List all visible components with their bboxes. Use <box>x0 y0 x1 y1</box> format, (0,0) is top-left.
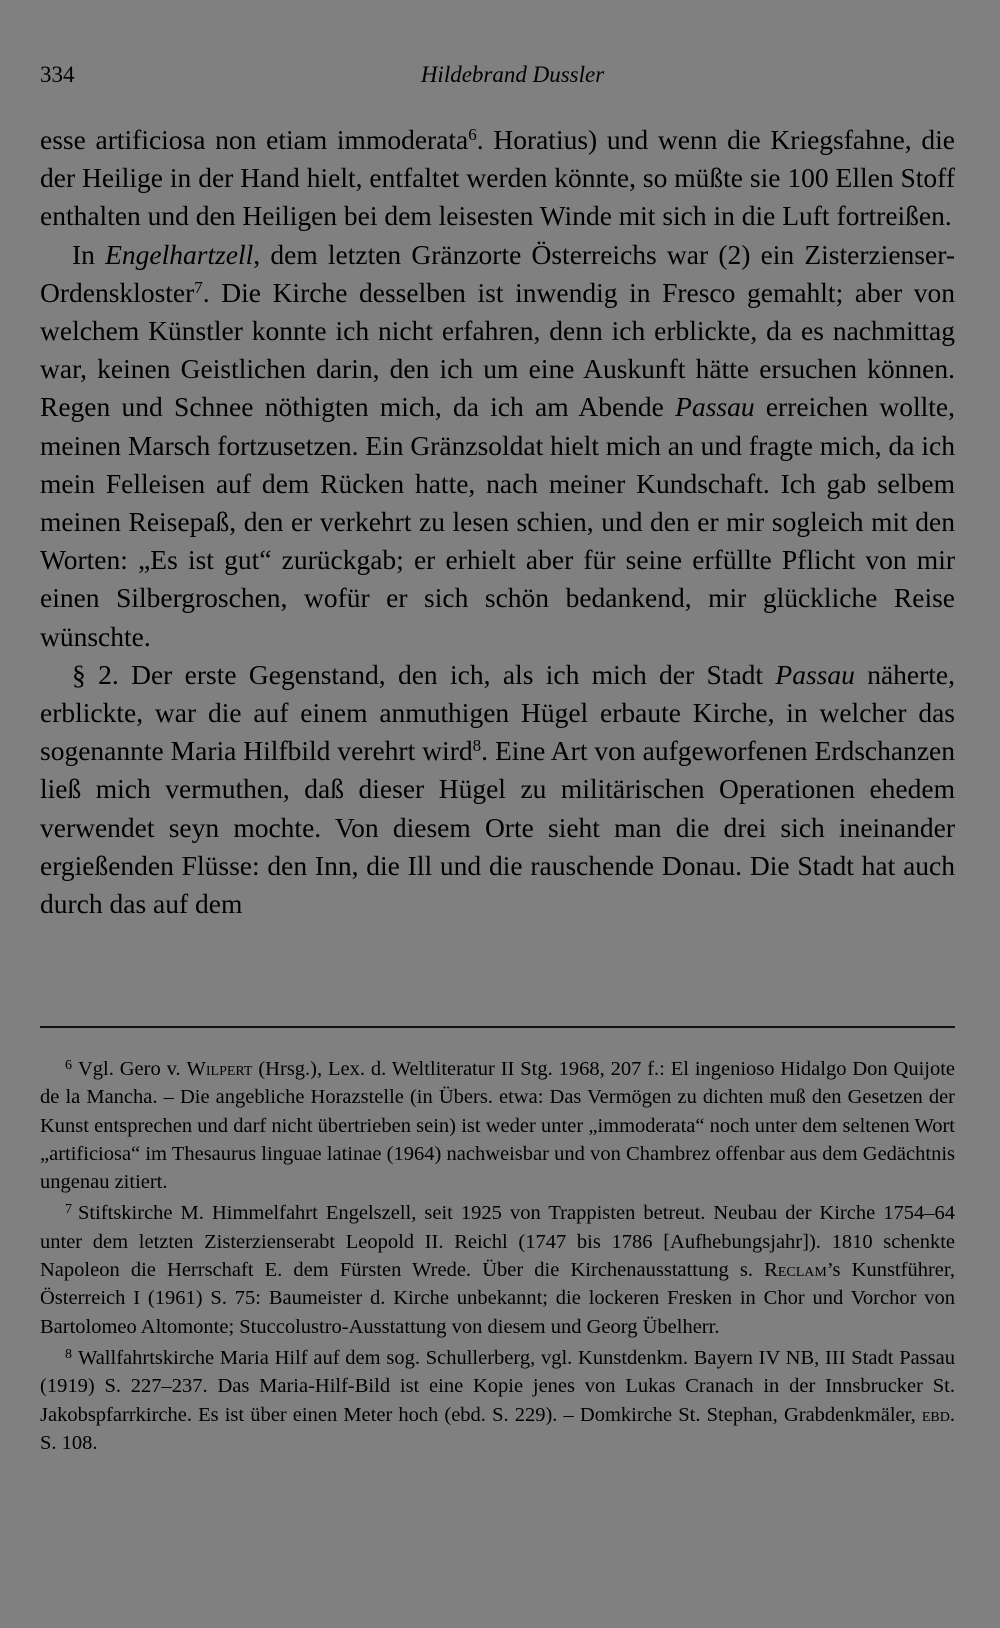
text-run: näherte, erblickte, war die auf einem anmuthigen Hügel erbaute Kirche, in welcher das sogenannte Maria Hilfbild verehrt wird <box>40 658 956 767</box>
running-head <box>40 62 955 96</box>
text-run: erreichen wollte, meinen Marsch fortzusetzen. Ein Gränzsoldat hielt mich an und fragte mich, da ich mein Felleisen auf dem Rücken hatte, nach meiner Kundschaft. Ich gab selbem meinen Reisepaß, den er verkehrt zu lesen schien, und den er mir sogleich mit den Worten: „Es ist gut“ zurückgab; er erhielt aber für seine erfüllte Pflicht von mir einen Silbergroschen, wofür er sich schön bedankend, mir glückliche Reise wünschte. <box>40 391 956 652</box>
text-run: . Eine Art von aufgeworfenen Erdschanzen ließ mich vermuthen, daß dieser Hügel zu militärischen Operationen ehedem verwendet seyn mochte. Von diesem Orte sieht man die drei sich ineinander ergießenden Flüsse: den Inn, die Ill und die rauschende Donau. Die Stadt hat auch durch das auf dem <box>40 735 955 920</box>
running-title: Hildebrand Dussler <box>420 62 605 87</box>
main-text <box>40 121 955 923</box>
text-run: esse artificiosa non etiam immoderata <box>40 124 469 155</box>
footnote-7 <box>40 1196 955 1340</box>
text-run: Wallfahrtskirche Maria Hilf auf dem sog. Schullerberg, vgl. Kunstdenkm. Bayern IV NB, III Stadt Passau (1919) S. 227–237. Das Maria-Hilf-Bild ist eine Kopie jenes von Lukas Cranach in der Innsbrucker St. Jakobspfarrkirche. Es ist über einen Meter hoch (ebd. S. 229). – Domkirche St. Stephan, Grabdenkmäler, <box>40 1346 955 1426</box>
place-name: Passau <box>675 391 755 423</box>
text-run: ’s Kunstführer, Österreich I (1961) S. 75: Baumeister d. Kirche unbekannt; die lockeren Fresken in Chor und Vorchor von Bartolomeo Altomonte; Stuccolustro-Ausstattung von diesem und Georg Übelherr. <box>40 1259 955 1338</box>
paragraph-1 <box>40 121 955 236</box>
abbreviation: ebd. <box>921 1403 955 1426</box>
footnote-ref-7: 7 <box>194 277 203 297</box>
footnote-separator <box>40 1026 955 1028</box>
footnote-mark: 8 <box>65 1346 72 1362</box>
footnotes <box>40 1052 955 1457</box>
footnote-8 <box>40 1341 955 1457</box>
footnote-mark: 6 <box>65 1058 72 1073</box>
author-name: Wilpert <box>186 1058 253 1080</box>
text-run: . Die Kirche desselben ist inwendig in Fresco gemahlt; aber von welchem Künstler konnte ich nicht erfahren, denn ich erblickte, da es nachmittag war, keinen Geistlichen darin, den ich um eine Auskunft hätte ersuchen können. Regen und Schnee nöthigten mich, da ich am Abende <box>40 276 955 423</box>
footnote-ref-6: 6 <box>468 125 477 144</box>
text-run: , dem letzten Gränzorte Österreichs war (2) ein Zisterzienser-Ordenskloster <box>40 238 955 308</box>
text-run: . Horatius) und wenn die Kriegsfahne, die der Heilige in der Hand hielt, entfaltet werden könnte, so müßte sie 100 Ellen Stoff enthalten und den Heiligen bei dem leisesten Winde mit sich in die Luft fortreißen. <box>40 124 955 232</box>
place-name: Engelhartzell <box>105 238 254 270</box>
text-run: Vgl. Gero v. <box>78 1058 187 1080</box>
footnote-mark: 7 <box>65 1202 72 1218</box>
footnote-6 <box>40 1052 955 1196</box>
paragraph-2 <box>40 236 955 656</box>
text-run: Stiftskirche M. Himmelfahrt Engelszell, seit 1925 von Trappisten betreut. Neubau der Kirche 1754–64 unter dem letzten Zisterzienserabt Leopold II. Reichl (1747 bis 1786 [Aufhebungsjahr]). 1810 schenkte Napoleon die Herrschaft E. dem Fürsten Wrede. Über die Kirchenausstattung s. <box>40 1202 955 1282</box>
paragraph-3 <box>40 656 955 923</box>
author-name: Reclam <box>764 1259 827 1282</box>
footnote-ref-8: 8 <box>472 736 482 756</box>
text-run: § 2. Der erste Gegenstand, den ich, als ich mich der Stadt <box>72 658 776 690</box>
text-run: S. 108. <box>40 1431 98 1454</box>
text-run: In <box>72 238 106 270</box>
text-run: (Hrsg.), Lex. d. Weltliteratur II Stg. 1968, 207 f.: El ingenioso Hidalgo Don Quijote de la Mancha. – Die angebliche Horazstelle (in Übers. etwa: Das Vermögen zu dichten muß den Gesetzen der Kunst entsprechen und darf nicht übertrieben sein) ist weder unter „immoderata“ noch unter dem seltenen Wort „artificiosa“ im Thesaurus linguae latinae (1964) nachweisbar und von Chambrez offenbar aus dem Gedächtnis ungenau zitiert. <box>40 1058 955 1194</box>
page-number: 334 <box>40 62 75 87</box>
place-name: Passau <box>775 658 855 690</box>
